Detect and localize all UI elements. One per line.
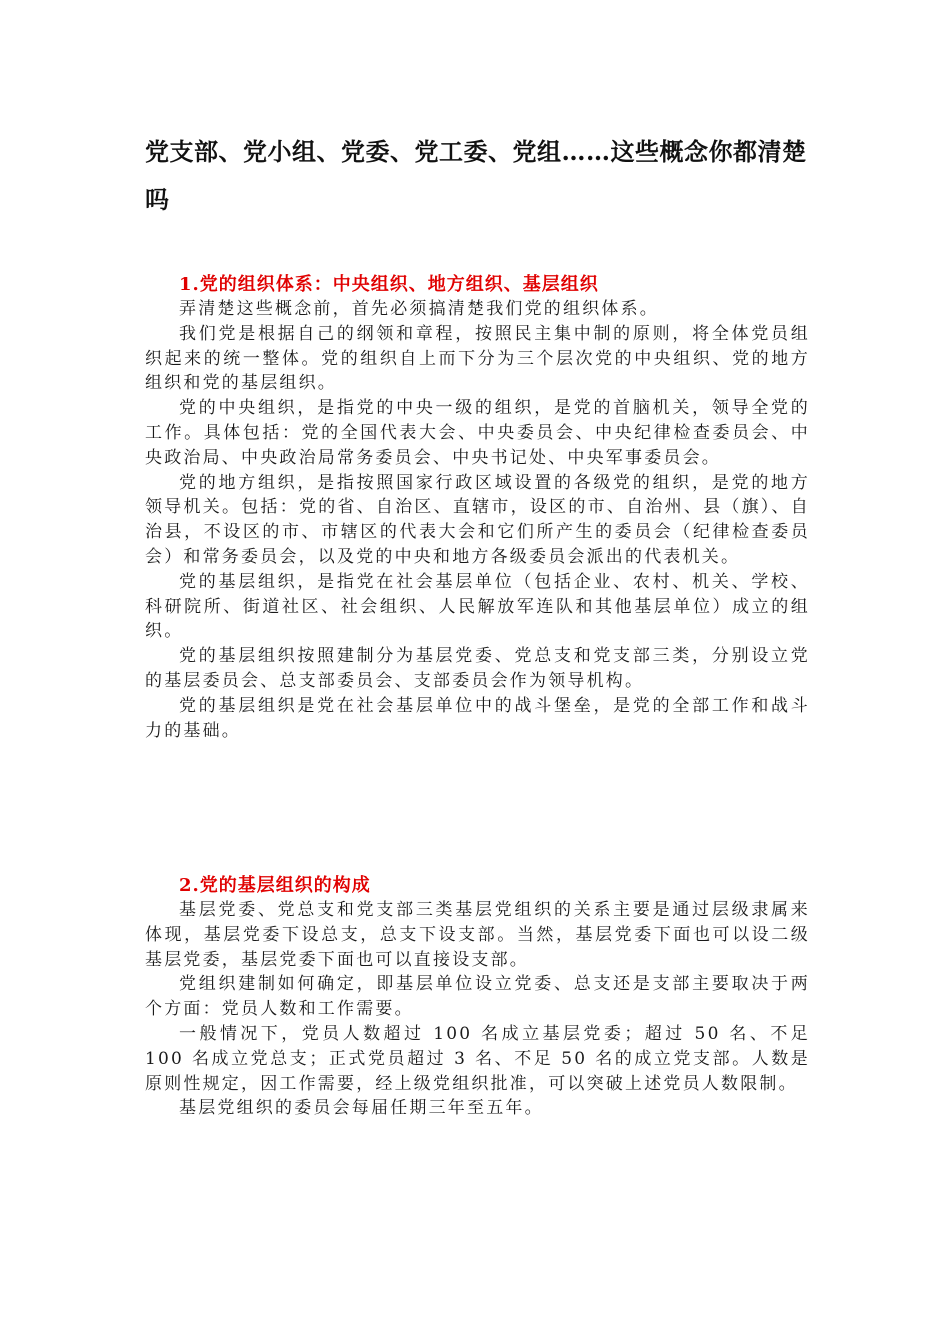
section-heading: 1.党的组织体系：中央组织、地方组织、基层组织: [179, 274, 599, 295]
section-organization-system: [145, 272, 810, 743]
paragraph: 弄清楚这些概念前，首先必须搞清楚我们党的组织体系。: [179, 299, 659, 319]
paragraph: 基层党委、党总支和党支部三类基层党组织的关系主要是通过层级隶属来体现，基层党委下设总支，总支下设支部。当然，基层党委下面也可以设二级基层党委，基层党委下面也可以直接设支部。: [145, 900, 810, 970]
paragraph: 基层党组织的委员会每届任期三年至五年。: [179, 1098, 544, 1119]
paragraph: 党的基层组织是党在社会基层单位中的战斗堡垒，是党的全部工作和战斗力的基础。: [145, 695, 810, 741]
paragraph: 党组织建制如何确定，即基层单位设立党委、总支还是支部主要取决于两个方面：党员人数和工作需要。: [145, 974, 810, 1020]
section-heading: 2.党的基层组织的构成: [179, 875, 371, 896]
paragraph: 我们党是根据自己的纲领和章程，按照民主集中制的原则，将全体党员组织起来的统一整体。党的组织自上而下分为三个层次党的中央组织、党的地方组织和党的基层组织。: [145, 323, 810, 394]
paragraph: 党的地方组织，是指按照国家行政区域设置的各级党的组织，是党的地方领导机关。包括：党的省、自治区、直辖市，设区的市、自治州、县（旗）、自治县，不设区的市、市辖区的代表大会和它们所产生的委员会（纪律检查委员会）和常务委员会，以及党的中央和地方各级委员会派出的代表机关。: [145, 472, 810, 567]
paragraph: 党的基层组织，是指党在社会基层单位（包括企业、农村、机关、学校、科研院所、街道社区、社会组织、人民解放军连队和其他基层单位）成立的组织。: [145, 571, 810, 642]
document-title: 党支部、党小组、党委、党工委、党组……这些概念你都清楚吗: [145, 137, 807, 214]
paragraph: 党的中央组织，是指党的中央一级的组织，是党的首脑机关，领导全党的工作。具体包括：党的全国代表大会、中央委员会、中央纪律检查委员会、中央政治局、中央政治局常务委员会、中央书记处、中央军事委员会。: [145, 398, 810, 468]
paragraph: 一般情况下，党员人数超过 100 名成立基层党委；超过 50 名、不足 100 名成立党总支；正式党员超过 3 名、不足 50 名的成立党支部。人数是原则性规定，因工作需要，经上级党组织批准，可以突破上述党员人数限制。: [145, 1023, 810, 1094]
paragraph: 党的基层组织按照建制分为基层党委、党总支和党支部三类，分别设立党的基层委员会、总支部委员会、支部委员会作为领导机构。: [145, 646, 810, 691]
section-grassroots-composition: [145, 873, 810, 1121]
